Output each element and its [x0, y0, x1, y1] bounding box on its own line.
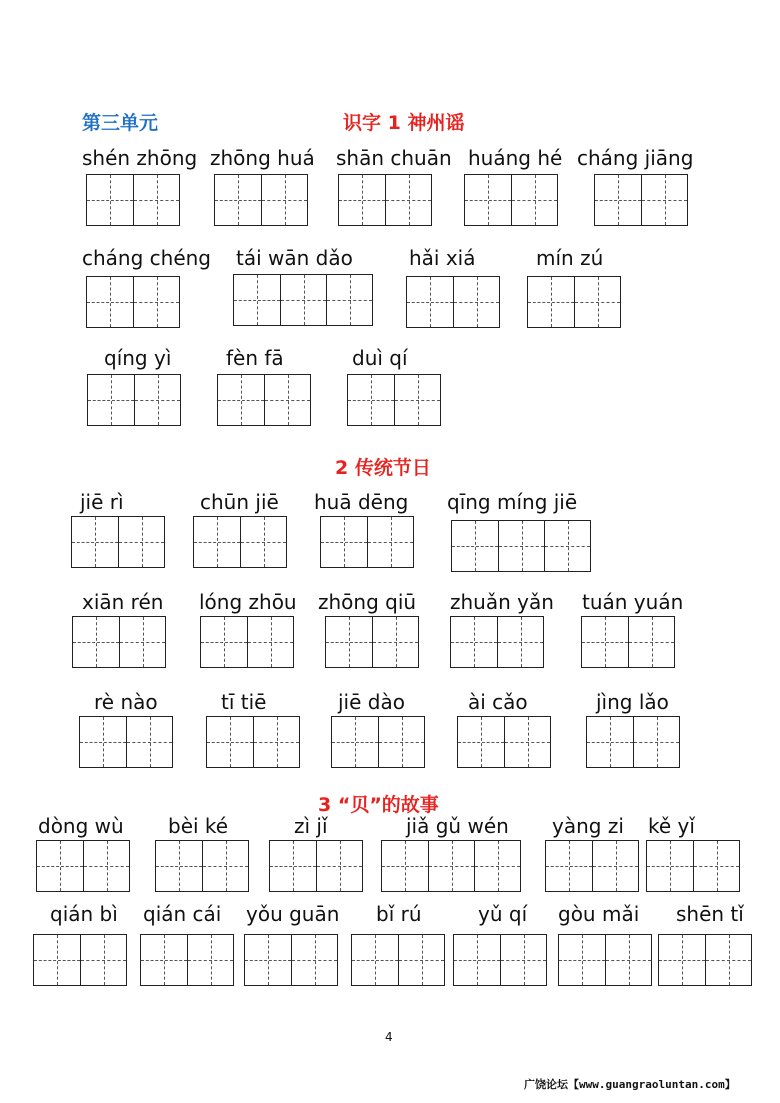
pinyin-label: fèn fā: [226, 346, 284, 370]
tianzige-cell[interactable]: [133, 277, 179, 327]
tianzige-cell[interactable]: [202, 841, 248, 891]
tianzige-cell[interactable]: [332, 717, 378, 767]
pinyin-label: tái wān dǎo: [236, 246, 353, 270]
pinyin-label: chūn jiē: [200, 490, 279, 514]
pinyin-label: mín zú: [536, 246, 604, 270]
tianzige-cell[interactable]: [80, 717, 126, 767]
pinyin-label: duì qí: [352, 346, 408, 370]
tianzige-cell[interactable]: [367, 517, 413, 567]
lesson-title: 3 “贝”的故事: [318, 794, 439, 816]
tianzige-cell[interactable]: [378, 717, 424, 767]
tianzige-cell[interactable]: [253, 717, 299, 767]
writing-grid[interactable]: [269, 840, 363, 892]
writing-grid[interactable]: [527, 276, 621, 328]
tianzige-cell[interactable]: [72, 517, 118, 567]
tianzige-cell[interactable]: [207, 717, 253, 767]
pinyin-label: dòng wù: [38, 814, 124, 838]
pinyin-label: qián cái: [143, 902, 222, 926]
writing-grid[interactable]: [87, 374, 181, 426]
tianzige-cell[interactable]: [474, 841, 520, 891]
pinyin-label: kě yǐ: [648, 814, 695, 838]
tianzige-cell[interactable]: [500, 935, 546, 985]
writing-grid[interactable]: [155, 840, 249, 892]
pinyin-label: gòu mǎi: [558, 902, 640, 926]
pinyin-label: zhōng huá: [210, 146, 315, 170]
tianzige-cell[interactable]: [705, 935, 751, 985]
pinyin-label: shān chuān: [336, 146, 452, 170]
tianzige-cell[interactable]: [34, 935, 80, 985]
pinyin-label: yǒu guān: [246, 902, 340, 926]
tianzige-cell[interactable]: [87, 277, 133, 327]
writing-grid[interactable]: [451, 520, 591, 572]
writing-grid[interactable]: [347, 374, 441, 426]
pinyin-label: qīng míng jiē: [447, 490, 578, 514]
writing-grid[interactable]: [406, 276, 500, 328]
pinyin-label: jiǎ gǔ wén: [406, 814, 509, 838]
tianzige-cell[interactable]: [647, 841, 693, 891]
tianzige-cell[interactable]: [80, 935, 126, 985]
tianzige-cell[interactable]: [528, 277, 574, 327]
pinyin-label: zì jǐ: [294, 814, 328, 838]
writing-grid[interactable]: [450, 616, 544, 668]
pinyin-label: cháng chéng: [82, 246, 212, 270]
page-number: 4: [385, 1030, 393, 1044]
tianzige-cell[interactable]: [511, 175, 557, 225]
writing-grid[interactable]: [457, 716, 551, 768]
tianzige-cell[interactable]: [245, 935, 291, 985]
writing-grid[interactable]: [79, 716, 173, 768]
pinyin-label: yàng zi: [552, 814, 624, 838]
lesson-title: 2 传统节日: [335, 457, 431, 479]
pinyin-label: rè nào: [94, 690, 158, 714]
tianzige-cell[interactable]: [141, 935, 187, 985]
tianzige-cell[interactable]: [465, 175, 511, 225]
tianzige-cell[interactable]: [407, 277, 453, 327]
tianzige-cell[interactable]: [693, 841, 739, 891]
pinyin-label: qián bì: [50, 902, 118, 926]
pinyin-label: jiē rì: [80, 490, 124, 514]
tianzige-cell[interactable]: [659, 935, 705, 985]
footer-source: 广饶论坛【www.guangraoluntan.com】: [524, 1078, 736, 1091]
tianzige-cell[interactable]: [126, 717, 172, 767]
writing-grid[interactable]: [233, 274, 373, 326]
tianzige-cell[interactable]: [428, 841, 474, 891]
writing-grid[interactable]: [545, 840, 639, 892]
writing-grid[interactable]: [244, 934, 338, 986]
tianzige-cell[interactable]: [582, 617, 628, 667]
pinyin-label: zhuǎn yǎn: [450, 590, 554, 614]
tianzige-cell[interactable]: [87, 175, 133, 225]
writing-grid[interactable]: [206, 716, 300, 768]
writing-grid[interactable]: [646, 840, 740, 892]
writing-grid[interactable]: [338, 174, 432, 226]
tianzige-cell[interactable]: [316, 841, 362, 891]
tianzige-cell[interactable]: [574, 277, 620, 327]
tianzige-cell[interactable]: [628, 617, 674, 667]
pinyin-label: lóng zhōu: [199, 590, 297, 614]
tianzige-cell[interactable]: [452, 521, 498, 571]
pinyin-label: qíng yì: [104, 346, 172, 370]
tianzige-cell[interactable]: [385, 175, 431, 225]
tianzige-cell[interactable]: [504, 717, 550, 767]
tianzige-cell[interactable]: [497, 617, 543, 667]
pinyin-label: shén zhōng: [82, 146, 198, 170]
tianzige-cell[interactable]: [133, 175, 179, 225]
tianzige-cell[interactable]: [247, 617, 293, 667]
tianzige-cell[interactable]: [348, 375, 394, 425]
writing-grid[interactable]: [658, 934, 752, 986]
tianzige-cell[interactable]: [453, 277, 499, 327]
writing-grid[interactable]: [320, 516, 414, 568]
tianzige-cell[interactable]: [73, 617, 119, 667]
tianzige-cell[interactable]: [339, 175, 385, 225]
tianzige-cell[interactable]: [451, 617, 497, 667]
pinyin-label: ài cǎo: [468, 690, 528, 714]
tianzige-cell[interactable]: [605, 935, 651, 985]
writing-grid[interactable]: [453, 934, 547, 986]
writing-grid[interactable]: [464, 174, 558, 226]
writing-grid[interactable]: [581, 616, 675, 668]
writing-grid[interactable]: [33, 934, 127, 986]
pinyin-label: xiān rén: [82, 590, 164, 614]
writing-grid[interactable]: [86, 276, 180, 328]
writing-grid[interactable]: [72, 616, 166, 668]
writing-grid[interactable]: [381, 840, 521, 892]
pinyin-label: bǐ rú: [376, 902, 422, 926]
tianzige-cell[interactable]: [215, 175, 261, 225]
writing-grid[interactable]: [36, 840, 130, 892]
tianzige-cell[interactable]: [595, 175, 641, 225]
pinyin-label: bèi ké: [168, 814, 229, 838]
tianzige-cell[interactable]: [398, 935, 444, 985]
pinyin-label: zhōng qiū: [318, 590, 417, 614]
unit-title: 第三单元: [82, 112, 159, 134]
writing-grid[interactable]: [200, 616, 294, 668]
tianzige-cell[interactable]: [270, 841, 316, 891]
tianzige-cell[interactable]: [280, 275, 326, 325]
writing-grid[interactable]: [214, 174, 308, 226]
tianzige-cell[interactable]: [83, 841, 129, 891]
tianzige-cell[interactable]: [156, 841, 202, 891]
tianzige-cell[interactable]: [641, 175, 687, 225]
tianzige-cell[interactable]: [633, 717, 679, 767]
writing-grid[interactable]: [217, 374, 311, 426]
pinyin-label: hǎi xiá: [409, 246, 476, 270]
pinyin-label: jìng lǎo: [596, 690, 669, 714]
writing-grid[interactable]: [558, 934, 652, 986]
pinyin-label: yǔ qí: [478, 902, 528, 926]
pinyin-label: shēn tǐ: [676, 902, 744, 926]
tianzige-cell[interactable]: [544, 521, 590, 571]
writing-grid[interactable]: [325, 616, 419, 668]
pinyin-label: huáng hé: [468, 146, 563, 170]
writing-grid[interactable]: [140, 934, 234, 986]
writing-grid[interactable]: [594, 174, 688, 226]
tianzige-cell[interactable]: [134, 375, 180, 425]
lesson-title: 识字 1 神州谣: [343, 112, 465, 134]
writing-grid[interactable]: [331, 716, 425, 768]
tianzige-cell[interactable]: [458, 717, 504, 767]
tianzige-cell[interactable]: [261, 175, 307, 225]
tianzige-cell[interactable]: [218, 375, 264, 425]
tianzige-cell[interactable]: [587, 717, 633, 767]
tianzige-cell[interactable]: [326, 275, 372, 325]
tianzige-cell[interactable]: [194, 517, 240, 567]
tianzige-cell[interactable]: [394, 375, 440, 425]
pinyin-label: jiē dào: [338, 690, 405, 714]
tianzige-cell[interactable]: [372, 617, 418, 667]
tianzige-cell[interactable]: [234, 275, 280, 325]
tianzige-cell[interactable]: [321, 517, 367, 567]
tianzige-cell[interactable]: [382, 841, 428, 891]
tianzige-cell[interactable]: [187, 935, 233, 985]
tianzige-cell[interactable]: [326, 617, 372, 667]
tianzige-cell[interactable]: [201, 617, 247, 667]
tianzige-cell[interactable]: [454, 935, 500, 985]
tianzige-cell[interactable]: [352, 935, 398, 985]
writing-grid[interactable]: [586, 716, 680, 768]
pinyin-label: huā dēng: [314, 490, 409, 514]
tianzige-cell[interactable]: [119, 617, 165, 667]
writing-grid[interactable]: [86, 174, 180, 226]
tianzige-cell[interactable]: [592, 841, 638, 891]
writing-grid[interactable]: [351, 934, 445, 986]
writing-grid[interactable]: [193, 516, 287, 568]
tianzige-cell[interactable]: [240, 517, 286, 567]
tianzige-cell[interactable]: [118, 517, 164, 567]
writing-grid[interactable]: [71, 516, 165, 568]
tianzige-cell[interactable]: [37, 841, 83, 891]
tianzige-cell[interactable]: [264, 375, 310, 425]
tianzige-cell[interactable]: [559, 935, 605, 985]
pinyin-label: cháng jiāng: [577, 146, 694, 170]
tianzige-cell[interactable]: [498, 521, 544, 571]
pinyin-label: tī tiē: [221, 690, 267, 714]
tianzige-cell[interactable]: [88, 375, 134, 425]
pinyin-label: tuán yuán: [582, 590, 684, 614]
tianzige-cell[interactable]: [291, 935, 337, 985]
tianzige-cell[interactable]: [546, 841, 592, 891]
